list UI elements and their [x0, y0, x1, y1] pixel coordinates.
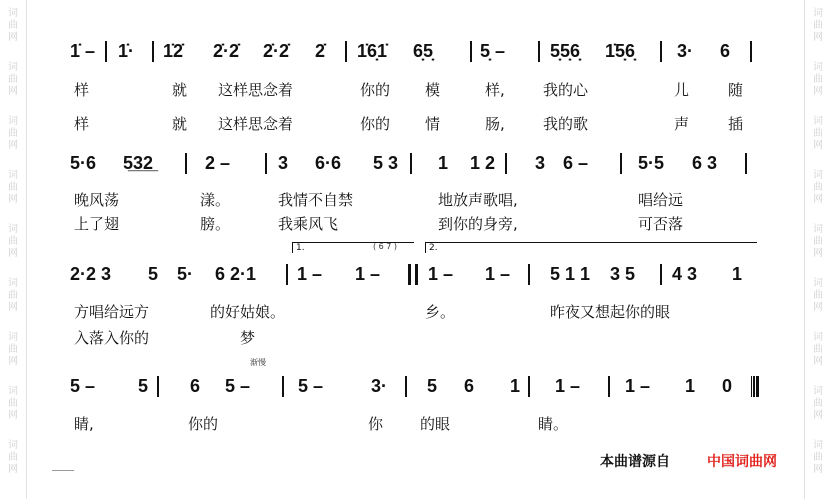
note-group: 4 3	[672, 264, 698, 284]
watermark-glyph: 曲	[813, 236, 823, 247]
watermark-glyph: 词	[8, 224, 18, 235]
lyric-text: 可否落	[638, 215, 684, 233]
watermark-glyph: 词	[813, 224, 823, 235]
lyric-text: 随	[728, 81, 744, 99]
note-group: 5 –	[225, 376, 251, 396]
lyric-text: 你的	[360, 115, 391, 133]
lyric-text: 插	[728, 115, 744, 133]
watermark-glyph: 网	[8, 194, 18, 205]
lyric-text: 你	[368, 415, 384, 433]
lyric-text: 样	[74, 115, 90, 133]
lyric-text: 上了翅	[74, 215, 120, 233]
bar-line	[345, 41, 347, 62]
lyric-text: 情	[425, 115, 441, 133]
note-group: 1	[510, 376, 521, 396]
bar-line	[265, 153, 267, 174]
note-group: 3·	[677, 41, 694, 61]
watermark-glyph: 网	[813, 140, 823, 151]
note-group: 1̇2̇	[163, 41, 184, 61]
watermark-glyph: 词	[813, 116, 823, 127]
lyric-text: 样,	[485, 81, 505, 99]
bar-line	[470, 41, 472, 62]
footer-rule	[52, 470, 74, 471]
watermark-glyph: 词	[8, 8, 18, 19]
lyric-text: 我的心	[543, 81, 589, 99]
watermark-glyph: 词	[813, 62, 823, 73]
note-group: 6·6	[315, 153, 342, 173]
lyric-text: 声	[674, 115, 690, 133]
note-group: 6 –	[563, 153, 589, 173]
bar-line	[152, 41, 154, 62]
lyric-text: 到你的身旁,	[438, 215, 518, 233]
note-group: 5·	[177, 264, 194, 284]
lyric-text: 儿	[674, 81, 690, 99]
lyric-text: 我的歌	[543, 115, 589, 133]
notation-row	[60, 40, 760, 64]
notation-row	[60, 375, 760, 399]
note-group: 5 –	[70, 376, 96, 396]
note-group: 1 –	[625, 376, 651, 396]
watermark-glyph: 曲	[8, 20, 18, 31]
note-group: 3·	[371, 376, 388, 396]
lyric-text: 入落入你的	[74, 329, 150, 347]
bar-line	[282, 376, 284, 397]
watermark-glyph: 曲	[813, 74, 823, 85]
lyric-line	[60, 214, 760, 236]
note-group: 5	[427, 376, 438, 396]
watermark-glyph: 网	[813, 302, 823, 313]
note-group: 3	[278, 153, 289, 173]
note-group: 5 –	[298, 376, 324, 396]
lyric-text: 晚风荡	[74, 191, 120, 209]
lyric-text: 膀。	[200, 215, 231, 233]
bar-line	[157, 376, 159, 397]
note-group: 5·6	[70, 153, 97, 173]
bar-line	[505, 153, 507, 174]
lyric-text: 昨夜又想起你的眼	[550, 303, 671, 321]
note-group: 6	[190, 376, 201, 396]
watermark-glyph: 曲	[8, 74, 18, 85]
watermark-glyph: 曲	[813, 344, 823, 355]
watermark-glyph: 词	[813, 278, 823, 289]
watermark-glyph: 网	[8, 302, 18, 313]
watermark-glyph: 词	[813, 170, 823, 181]
bar-line	[528, 376, 530, 397]
watermark-glyph: 词	[8, 278, 18, 289]
bar-line	[105, 41, 107, 62]
note-group: 2 –	[205, 153, 231, 173]
watermark-glyph: 网	[813, 356, 823, 367]
lyric-line	[60, 328, 760, 350]
watermark-glyph: 网	[8, 356, 18, 367]
note-group: 2̇·2̇	[263, 41, 290, 61]
notation-row	[60, 263, 760, 287]
watermark-glyph: 网	[813, 86, 823, 97]
watermark-glyph: 网	[813, 464, 823, 475]
watermark-glyph: 网	[813, 194, 823, 205]
watermark-glyph: 曲	[8, 290, 18, 301]
note-group: 5̣ –	[480, 41, 506, 61]
note-group: 2̇	[315, 41, 326, 61]
note-group: 1 –	[428, 264, 454, 284]
double-bar-line	[751, 376, 759, 397]
watermark-glyph: 词	[813, 8, 823, 19]
watermark-glyph: 曲	[8, 344, 18, 355]
watermark-glyph: 曲	[813, 20, 823, 31]
bar-line	[660, 264, 662, 285]
watermark-glyph: 曲	[813, 182, 823, 193]
note-group: 2̇·2̇	[213, 41, 240, 61]
note-group: 1̇ –	[70, 41, 96, 61]
watermark-left	[0, 0, 27, 499]
lyric-line	[60, 80, 760, 102]
double-bar-line	[410, 264, 418, 285]
bar-line	[660, 41, 662, 62]
bar-line	[405, 376, 407, 397]
watermark-right	[804, 0, 831, 499]
watermark-glyph: 词	[8, 440, 18, 451]
watermark-glyph: 网	[813, 410, 823, 421]
watermark-glyph: 网	[8, 464, 18, 475]
lyric-text: 样	[74, 81, 90, 99]
lyric-text: 这样思念着	[218, 115, 294, 133]
lyric-text: 的好姑娘。	[210, 303, 286, 321]
bar-line	[620, 153, 622, 174]
watermark-glyph: 曲	[8, 236, 18, 247]
bar-line	[750, 41, 752, 62]
lyric-line	[60, 190, 760, 212]
lyric-text: 地放声歌唱,	[438, 191, 518, 209]
bar-line	[410, 153, 412, 174]
note-group: 1̇5̣6̣	[605, 41, 636, 61]
note-group: 1 –	[297, 264, 323, 284]
note-group: 1	[685, 376, 696, 396]
lyric-text: 乡。	[425, 303, 456, 321]
watermark-glyph: 网	[8, 410, 18, 421]
bar-line	[286, 264, 288, 285]
lyric-text: 就	[172, 115, 188, 133]
note-group: 1 –	[485, 264, 511, 284]
bar-line	[528, 264, 530, 285]
lyric-text: 唱给远	[638, 191, 684, 209]
watermark-glyph: 曲	[8, 452, 18, 463]
watermark-glyph: 词	[8, 332, 18, 343]
note-group: 5̲3̲2̲	[123, 153, 154, 173]
note-group: 2·2 3	[70, 264, 112, 284]
lyric-text: 模	[425, 81, 441, 99]
lyric-text: 肠,	[485, 115, 505, 133]
watermark-glyph: 网	[813, 248, 823, 259]
watermark-glyph: 词	[813, 386, 823, 397]
volta-bracket: 1.	[292, 242, 414, 253]
watermark-glyph: 曲	[813, 128, 823, 139]
note-group: 5̣5̣6̣	[550, 41, 581, 61]
lyric-text: 梦	[240, 329, 256, 347]
watermark-glyph: 曲	[813, 398, 823, 409]
lyric-text: 睛。	[538, 415, 569, 433]
watermark-glyph: 词	[8, 62, 18, 73]
note-group: 6	[464, 376, 475, 396]
lyric-text: 这样思念着	[218, 81, 294, 99]
lyric-text: 我乘风飞	[278, 215, 339, 233]
note-group: 1 –	[555, 376, 581, 396]
lyric-text: 就	[172, 81, 188, 99]
source-label: 本曲谱源自	[600, 454, 670, 470]
note-group: 5 3	[373, 153, 399, 173]
lyric-text: 漾。	[200, 191, 231, 209]
small-annotation: ( 6 7 )	[373, 242, 398, 251]
lyric-text: 你的	[360, 81, 391, 99]
watermark-glyph: 曲	[813, 452, 823, 463]
bar-line	[745, 153, 747, 174]
note-group: 5	[148, 264, 159, 284]
notation-row	[60, 152, 760, 176]
watermark-glyph: 网	[8, 248, 18, 259]
note-group: 5·5	[638, 153, 665, 173]
watermark-glyph: 网	[8, 86, 18, 97]
note-group: 5 1 1	[550, 264, 591, 284]
note-group: 6	[720, 41, 731, 61]
site-name-link[interactable]: 中国词曲网	[707, 454, 777, 470]
watermark-glyph: 曲	[813, 290, 823, 301]
volta-bracket: 2.	[425, 242, 757, 253]
watermark-glyph: 词	[813, 440, 823, 451]
lyric-text: 方唱给远方	[74, 303, 150, 321]
note-group: 6 2·1	[215, 264, 257, 284]
lyric-line	[60, 114, 760, 136]
note-group: 1	[438, 153, 449, 173]
note-group: 5	[138, 376, 149, 396]
small-annotation: 渐慢	[250, 358, 266, 367]
note-group: 1 2	[470, 153, 496, 173]
note-group: 1̇·	[118, 41, 135, 61]
lyric-line	[60, 302, 760, 324]
watermark-glyph: 词	[8, 170, 18, 181]
lyric-line	[60, 414, 760, 436]
note-group: 3	[535, 153, 546, 173]
watermark-glyph: 曲	[8, 182, 18, 193]
note-group: 1	[732, 264, 743, 284]
note-group: 1̇6̣1̇	[357, 41, 388, 61]
note-group: 3 5	[610, 264, 636, 284]
watermark-glyph: 词	[813, 332, 823, 343]
note-group: 0	[722, 376, 733, 396]
note-group: 1 –	[355, 264, 381, 284]
lyric-text: 你的	[188, 415, 219, 433]
watermark-glyph: 词	[8, 386, 18, 397]
watermark-glyph: 词	[8, 116, 18, 127]
lyric-text: 睛,	[74, 415, 94, 433]
bar-line	[185, 153, 187, 174]
watermark-glyph: 网	[813, 32, 823, 43]
watermark-glyph: 网	[8, 32, 18, 43]
watermark-glyph: 曲	[8, 128, 18, 139]
watermark-glyph: 曲	[8, 398, 18, 409]
watermark-glyph: 网	[8, 140, 18, 151]
note-group: 6̣5̣	[413, 41, 434, 61]
bar-line	[538, 41, 540, 62]
lyric-text: 的眼	[420, 415, 451, 433]
bar-line	[608, 376, 610, 397]
lyric-text: 我情不自禁	[278, 191, 354, 209]
note-group: 6 3	[692, 153, 718, 173]
